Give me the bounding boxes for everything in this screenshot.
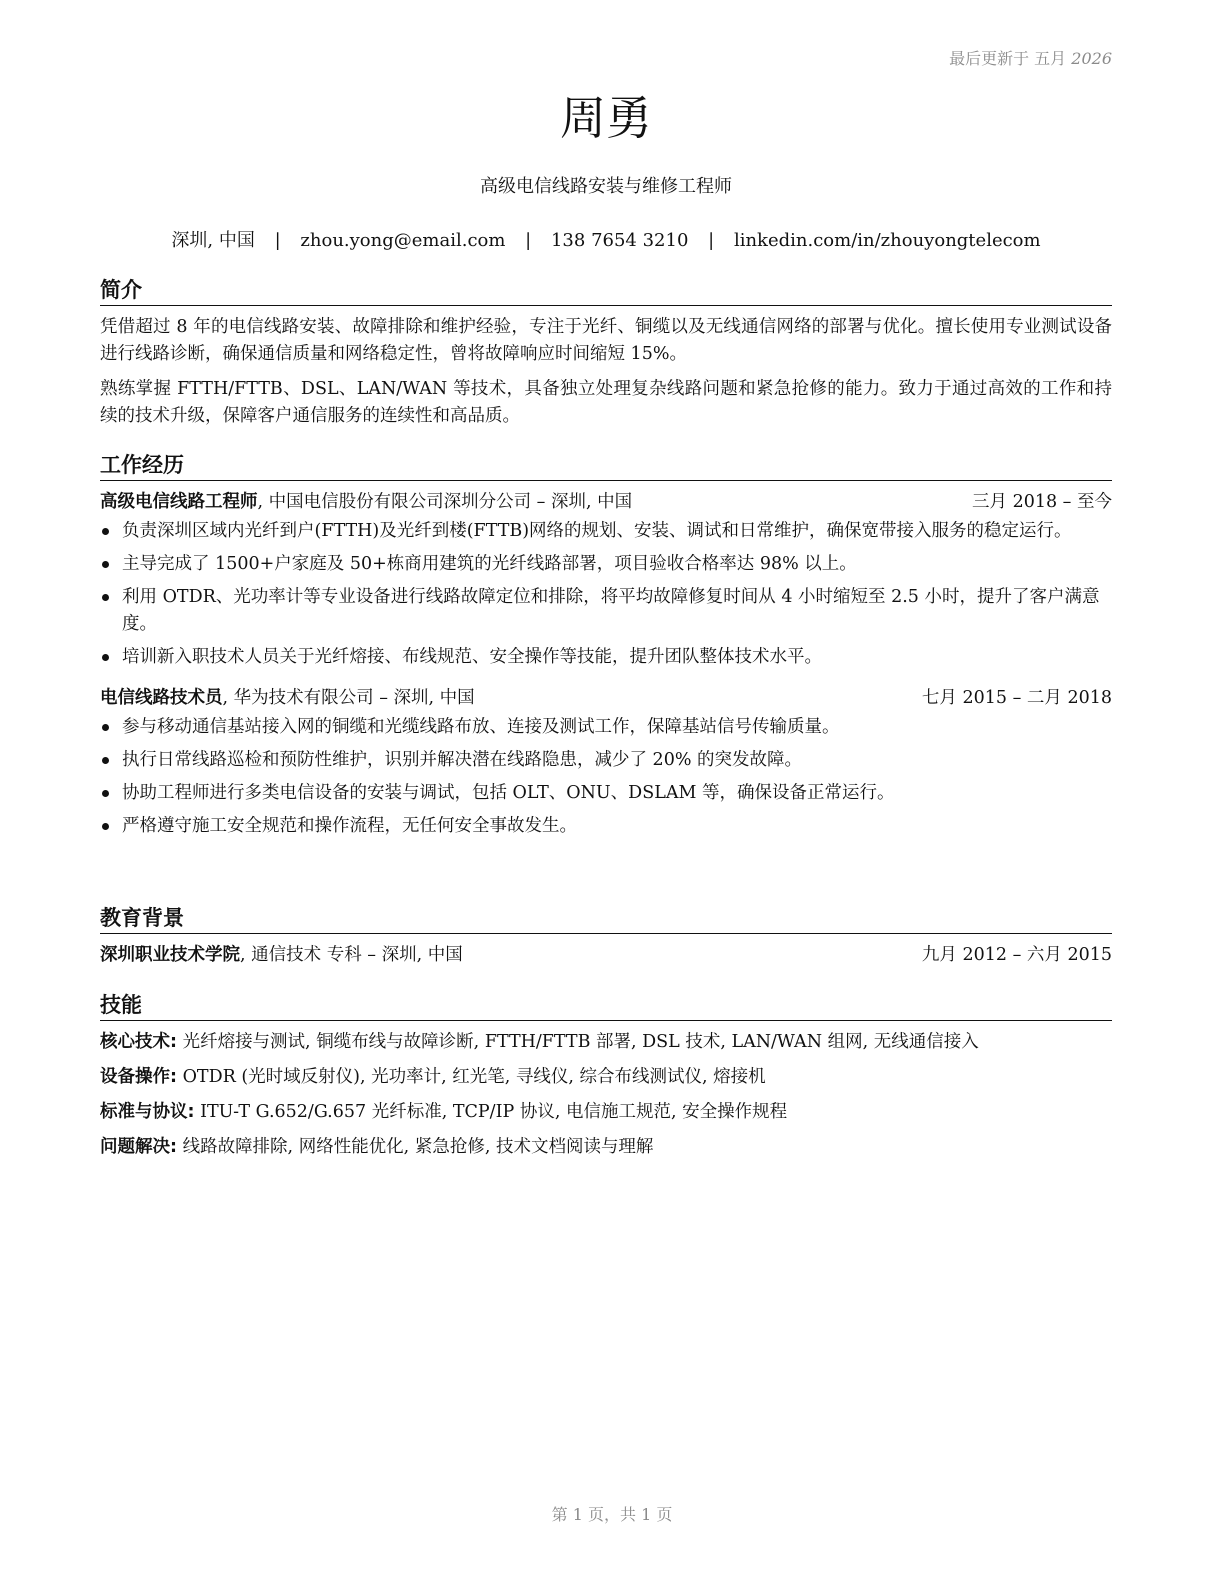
education-detail: , 通信技术 专科 – 深圳, 中国 xyxy=(240,945,463,965)
job-title-line xyxy=(100,489,632,516)
job-role: 高级电信线路工程师 xyxy=(100,492,258,512)
bullet-icon xyxy=(102,757,109,764)
skill-row xyxy=(100,1099,1112,1126)
skill-label: 问题解决: xyxy=(100,1137,177,1157)
education-entry xyxy=(100,942,1112,969)
skill-value: ITU-T G.652/G.657 光纤标准, TCP/IP 协议, 电信施工规范, 安全操作规程 xyxy=(194,1102,788,1122)
education-dates: 九月 2012 – 六月 2015 xyxy=(921,945,1112,965)
skill-value: OTDR (光时域反射仪), 光功率计, 红光笔, 寻线仪, 综合布线测试仪, 熔接机 xyxy=(177,1067,766,1087)
skill-label: 设备操作: xyxy=(100,1067,177,1087)
summary-paragraph: 凭借超过 8 年的电信线路安装、故障排除和维护经验，专注于光纤、铜缆以及无线通信网络的部署与优化。擅长使用专业测试设备进行线路诊断，确保通信质量和网络稳定性，曾将故障响应时间缩短 15%。 xyxy=(100,317,1112,364)
list-item xyxy=(100,813,1112,840)
skill-label: 标准与协议: xyxy=(100,1102,195,1122)
bullet-text: 培训新入职技术人员关于光纤熔接、布线规范、安全操作等技能，提升团队整体技术水平。 xyxy=(122,647,822,667)
contact-email[interactable]: zhou.yong@email.com xyxy=(300,230,506,251)
job-dates: 三月 2018 – 至今 xyxy=(972,492,1112,512)
bullet-icon xyxy=(102,823,109,830)
summary-heading: 简介 xyxy=(100,276,1112,306)
bullet-icon xyxy=(102,561,109,568)
experience-heading: 工作经历 xyxy=(100,451,1112,481)
job-org: , 华为技术有限公司 – 深圳, 中国 xyxy=(222,688,475,708)
bullet-icon xyxy=(102,790,109,797)
job-role: 电信线路技术员 xyxy=(100,688,223,708)
education-section xyxy=(100,904,1112,969)
job-entry xyxy=(100,685,1112,840)
bullet-icon xyxy=(102,528,109,535)
bullet-icon xyxy=(102,594,109,601)
last-updated-year: 2026 xyxy=(1071,49,1112,68)
bullet-text: 严格遵守施工安全规范和操作流程，无任何安全事故发生。 xyxy=(122,816,577,836)
list-item xyxy=(100,747,1112,774)
contact-line xyxy=(100,226,1112,252)
contact-linkedin[interactable]: linkedin.com/in/zhouyongtelecom xyxy=(733,230,1041,251)
experience-section xyxy=(100,451,1112,846)
contact-location: 深圳, 中国 xyxy=(171,230,255,251)
job-bullets xyxy=(100,714,1112,840)
job-bullets xyxy=(100,518,1112,671)
bullet-icon xyxy=(102,724,109,731)
bullet-text: 协助工程师进行多类电信设备的安装与调试，包括 OLT、ONU、DSLAM 等，确保设备正常运行。 xyxy=(122,783,895,803)
skill-row xyxy=(100,1029,1112,1056)
summary-section xyxy=(100,276,1112,438)
job-title-line xyxy=(100,685,475,712)
contact-separator: | xyxy=(525,230,532,251)
last-updated xyxy=(949,46,1112,69)
bullet-text: 负责深圳区域内光纤到户(FTTH)及光纤到楼(FTTB)网络的规划、安装、调试和日常维护，确保宽带接入服务的稳定运行。 xyxy=(122,521,1072,541)
bullet-text: 执行日常线路巡检和预防性维护，识别并解决潜在线路隐患，减少了 20% 的突发故障。 xyxy=(122,750,803,770)
list-item xyxy=(100,584,1112,638)
resume-page xyxy=(100,0,1112,1584)
list-item xyxy=(100,780,1112,807)
education-title-line xyxy=(100,942,463,969)
bullet-text: 参与移动通信基站接入网的铜缆和光缆线路布放、连接及测试工作，保障基站信号传输质量。 xyxy=(122,717,840,737)
job-entry xyxy=(100,489,1112,671)
job-org: , 中国电信股份有限公司深圳分公司 – 深圳, 中国 xyxy=(257,492,633,512)
skill-row xyxy=(100,1064,1112,1091)
page-footer: 第 1 页，共 1 页 xyxy=(551,1505,673,1524)
skills-heading: 技能 xyxy=(100,991,1112,1021)
skill-value: 光纤熔接与测试, 铜缆布线与故障诊断, FTTH/FTTB 部署, DSL 技术, LAN/WAN 组网, 无线通信接入 xyxy=(177,1032,979,1052)
job-header xyxy=(100,489,1112,516)
job-header xyxy=(100,685,1112,712)
list-item xyxy=(100,551,1112,578)
education-school: 深圳职业技术学院 xyxy=(100,945,240,965)
list-item xyxy=(100,518,1112,545)
bullet-text: 主导完成了 1500+户家庭及 50+栋商用建筑的光纤线路部署，项目验收合格率达 98% 以上。 xyxy=(122,554,857,574)
list-item xyxy=(100,714,1112,741)
skills-section xyxy=(100,991,1112,1169)
contact-phone: 138 7654 3210 xyxy=(550,230,689,251)
education-heading: 教育背景 xyxy=(100,904,1112,934)
skill-row xyxy=(100,1134,1112,1161)
summary-paragraph: 熟练掌握 FTTH/FTTB、DSL、LAN/WAN 等技术，具备独立处理复杂线路问题和紧急抢修的能力。致力于通过高效的工作和持续的技术升级，保障客户通信服务的连续性和高品质。 xyxy=(100,379,1112,426)
contact-separator: | xyxy=(708,230,715,251)
last-updated-prefix: 最后更新于 五月 xyxy=(949,49,1067,68)
bullet-text: 利用 OTDR、光功率计等专业设备进行线路故障定位和排除，将平均故障修复时间从 4 小时缩短至 2.5 小时，提升了客户满意度。 xyxy=(122,587,1100,634)
bullet-icon xyxy=(102,654,109,661)
candidate-headline: 高级电信线路安装与维修工程师 xyxy=(480,176,732,197)
skill-label: 核心技术: xyxy=(100,1032,177,1052)
skill-value: 线路故障排除, 网络性能优化, 紧急抢修, 技术文档阅读与理解 xyxy=(177,1137,654,1157)
contact-separator: | xyxy=(274,230,281,251)
candidate-name: 周勇 xyxy=(560,91,652,145)
list-item xyxy=(100,644,1112,671)
job-dates: 七月 2015 – 二月 2018 xyxy=(921,688,1112,708)
